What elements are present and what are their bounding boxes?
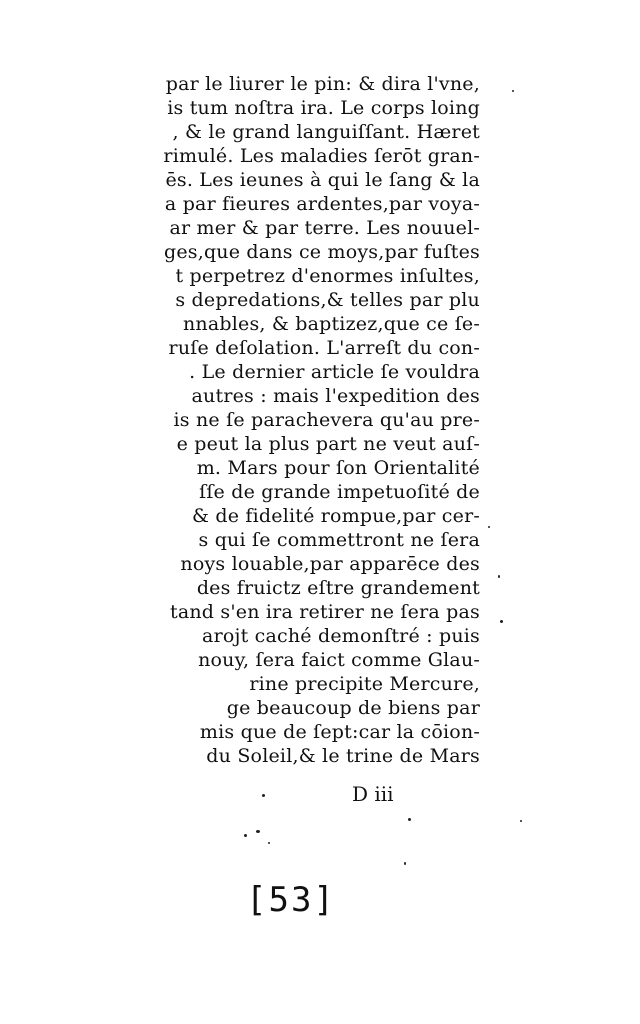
text-line: noys louable,par apparēce des bbox=[180, 553, 480, 575]
ink-speck bbox=[500, 620, 503, 623]
text-line: t perpetrez d'enormes inſultes, bbox=[175, 265, 480, 287]
text-line: m. Mars pour ſon Orientalité bbox=[196, 457, 480, 479]
text-line: ſſe de grande impetuoſité de bbox=[199, 481, 480, 503]
page-number: [53] bbox=[246, 880, 336, 920]
text-line: & de fidelité rompue,par cer- bbox=[191, 505, 480, 527]
text-line: autres : mais l'expedition des bbox=[191, 385, 480, 407]
text-line: par le liurer le pin: & dira l'vne, bbox=[165, 73, 480, 95]
ink-speck bbox=[488, 526, 490, 528]
text-line: ēs. Les ieunes à qui le ſang & la bbox=[165, 169, 480, 191]
text-line: s qui ſe commettront ne ſera bbox=[198, 529, 480, 551]
ink-speck bbox=[520, 820, 522, 822]
text-line: tand s'en ira retirer ne ſera pas bbox=[170, 601, 480, 623]
text-line: e peut la plus part ne veut auſ- bbox=[176, 433, 480, 455]
text-line: rimulé. Les maladies ſerōt gran- bbox=[163, 145, 480, 167]
text-line: du Soleil,& le trine de Mars bbox=[206, 745, 480, 767]
text-line: nouy, ſera faict comme Glau- bbox=[198, 649, 480, 671]
text-line: ge beaucoup de biens par bbox=[226, 697, 480, 719]
text-line: ar mer & par terre. Les nouuel- bbox=[169, 217, 480, 239]
ink-speck bbox=[262, 794, 265, 797]
ink-speck bbox=[498, 575, 500, 578]
text-line: rine precipite Mercure, bbox=[249, 673, 480, 695]
text-line: s depredations,& telles par plu bbox=[175, 289, 480, 311]
ink-speck bbox=[408, 818, 411, 821]
text-line: arojt caché demonſtré : puis bbox=[202, 625, 480, 647]
signature-mark: D iii bbox=[352, 782, 394, 806]
ink-speck bbox=[256, 830, 260, 833]
text-line: nnables, & baptizez,que ce ſe- bbox=[182, 313, 480, 335]
text-line: is tum noſtra ira. Le corps loing bbox=[167, 97, 480, 119]
text-line: mis que de ſept:car la cōion- bbox=[199, 721, 480, 743]
text-line: is ne ſe parachevera qu'au pre- bbox=[173, 409, 480, 431]
text-line: des fruictz eſtre grandement bbox=[196, 577, 480, 599]
ink-speck bbox=[268, 842, 270, 844]
ink-speck bbox=[512, 90, 514, 92]
text-line: . Le dernier article ſe vouldra bbox=[189, 361, 480, 383]
text-line: , & le grand languiſſant. Hæret bbox=[172, 121, 480, 143]
ink-speck bbox=[404, 862, 406, 865]
ink-speck bbox=[244, 834, 247, 837]
text-line: ges,que dans ce moys,par fuſtes bbox=[163, 241, 480, 263]
text-line: ruſe deſolation. L'arreſt du con- bbox=[168, 337, 480, 359]
text-line: a par fieures ardentes,par voya- bbox=[164, 193, 480, 215]
